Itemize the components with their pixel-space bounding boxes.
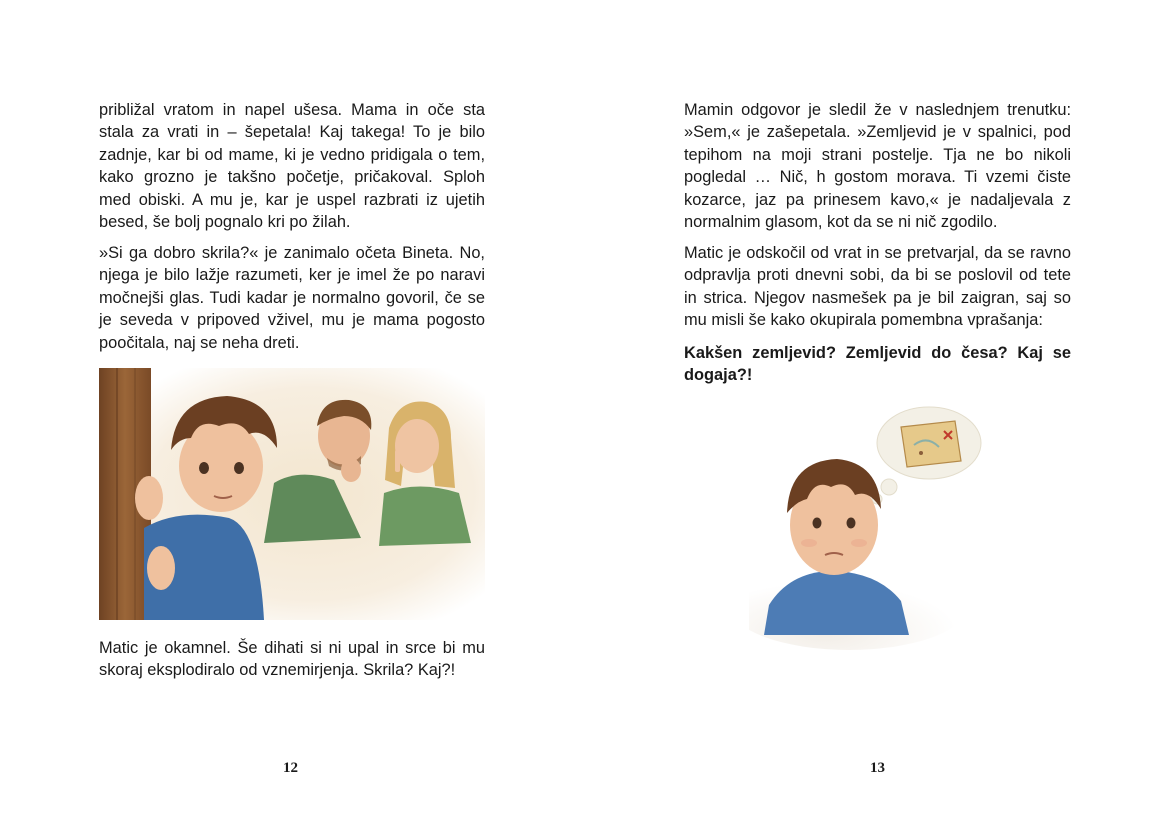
treasure-map-icon	[901, 421, 961, 467]
right-page	[584, 0, 1169, 827]
right-paragraph-1: Mamin odgovor je sledil že v naslednjem trenutku: »Sem,« je zašepetala. »Zemljevid je v spalnici, pod tepihom na moji strani postelje. Tja ne bo nikoli pogledal … Nič, h gostom morava. Ti vzemi čiste kozarce, jaz pa prinesem kavo,« je nadaljevala z normalnim glasom, kot da se ni nič zgodilo.	[684, 101, 1071, 232]
right-paragraph-2: Matic je odskočil od vrat in se pretvarjal, da se ravno odpravlja proti dnevni sobi, da bi se poslovil od tete in strica. Njegov nasmešek pa je bil zaigran, saj so mu misli še kako okupirala pomembna vprašanja:	[684, 244, 1071, 330]
page-number-left: 12	[283, 760, 298, 776]
eavesdropping-illustration	[99, 368, 485, 620]
right-paragraph-3-questions: Kakšen zemljevid? Zemljevid do česa? Kaj se dogaja?!	[684, 344, 1071, 385]
left-page	[0, 0, 584, 827]
left-paragraph-3: Matic je okamnel. Še dihati si ni upal in srce bi mu skoraj eksplodiralo od vznemirjenja. Skrila? Kaj?!	[99, 639, 485, 680]
page-number-right: 13	[870, 760, 885, 776]
thinking-boy-illustration	[749, 405, 1019, 650]
left-paragraph-1: približal vratom in napel ušesa. Mama in oče sta stala za vrati in – šepetala! Kaj takega! To je bilo zadnje, kar bi od mame, ki je vedno pridigala o tem, kako grozno je takšno početje, pričakoval. Sploh med obiski. A mu je, kar je uspel razbrati iz ujetih besed, še bolj pognalo kri po žilah.	[99, 101, 485, 232]
left-paragraph-2: »Si ga dobro skrila?« je zanimalo očeta Bineta. No, njega je bilo lažje razumeti, ker je imel že po naravi močnejši glas. Tudi kadar je normalno govoril, če se je seveda v pripoved vživel, mu je mama pogosto poočitala, naj se neha dreti.	[99, 244, 485, 352]
